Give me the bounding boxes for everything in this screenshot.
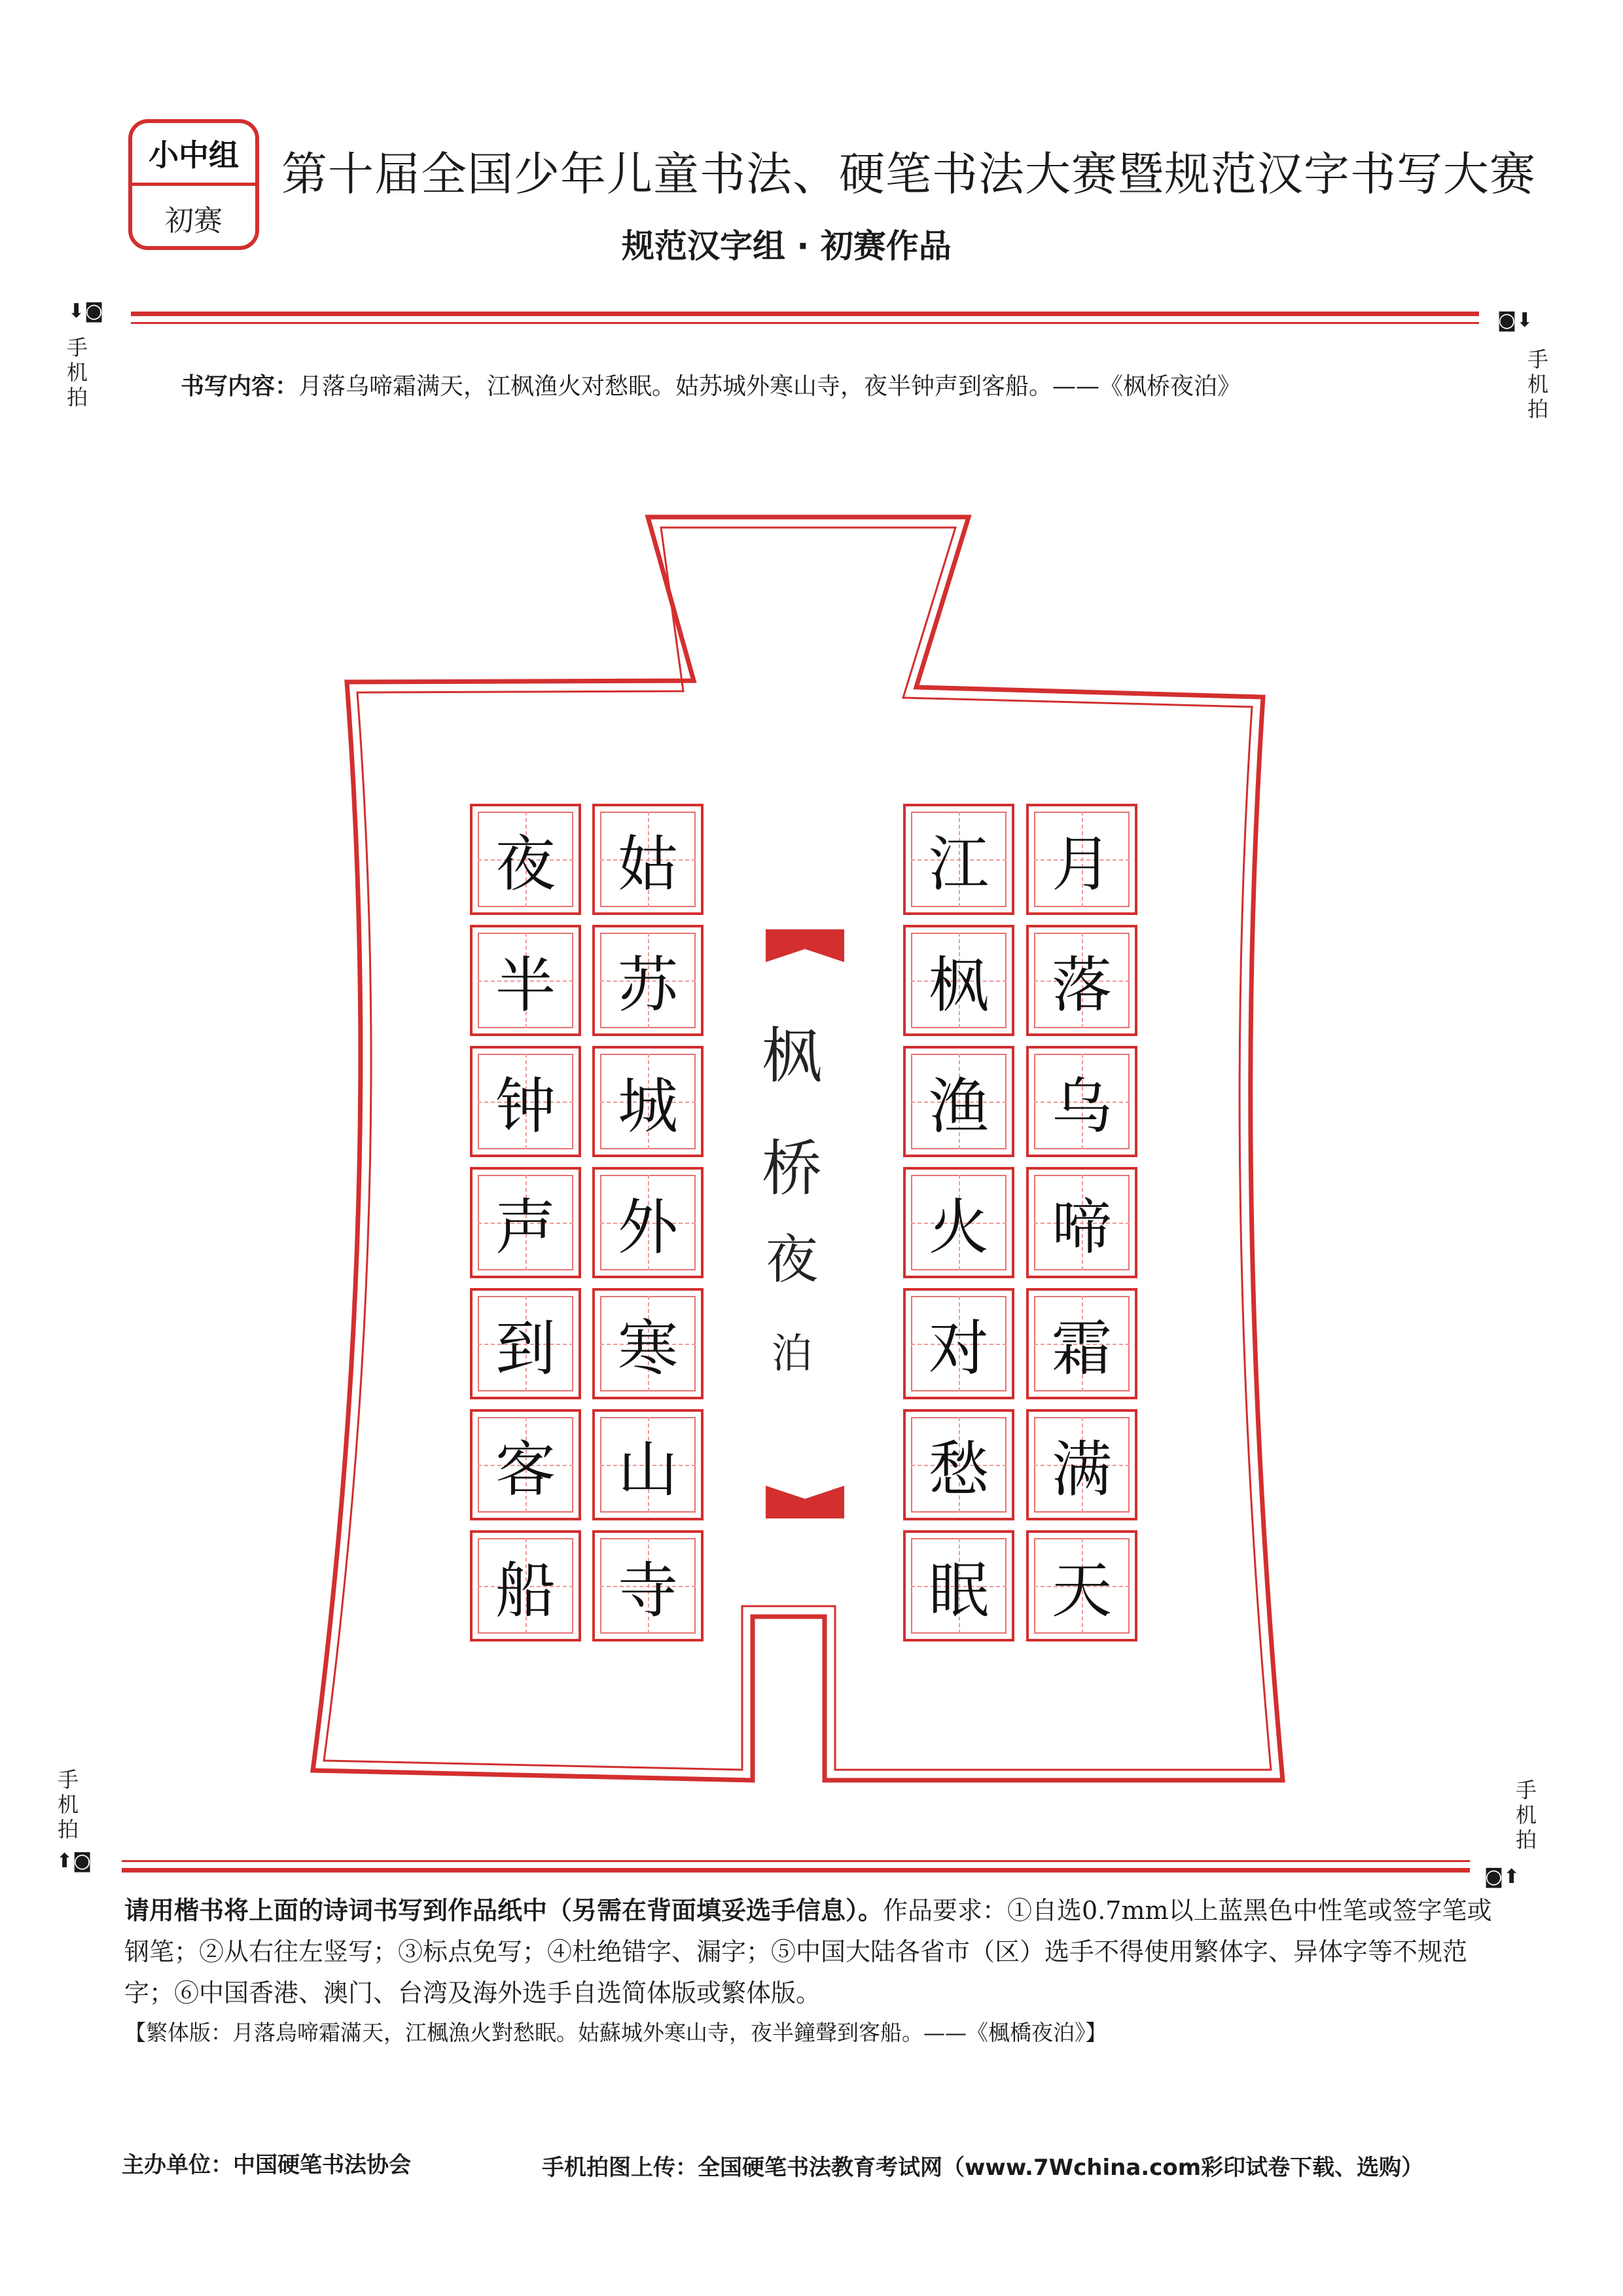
ribbon-top-icon [766, 929, 844, 962]
poem-char: 半 [495, 950, 556, 1020]
poem-char: 满 [1051, 1435, 1112, 1505]
upload-info: 手机拍图上传：全国硬笔书法教育考试网（www.7Wchina.com彩印试卷下载、选购） [542, 2155, 1424, 2181]
poem-cell [470, 1530, 581, 1641]
poem-title-char-4: 泊 [771, 1329, 812, 1377]
poem-char: 寒 [617, 1314, 678, 1384]
page-subtitle: 规范汉字组 · 初赛作品 [622, 227, 952, 265]
poem-char: 山 [617, 1435, 678, 1505]
poem-char: 霜 [1051, 1314, 1112, 1384]
poem-char: 枫 [928, 950, 989, 1020]
poem-char: 火 [928, 1193, 989, 1263]
poem-cell [592, 1288, 704, 1399]
poem-cell [470, 804, 581, 915]
poem-cell [592, 1167, 704, 1278]
poem-cell [592, 1530, 704, 1641]
poem-cell [1026, 1288, 1137, 1399]
poem-cell [592, 925, 704, 1036]
poem-cell [470, 1046, 581, 1157]
poem-cell [470, 1167, 581, 1278]
poem-cell [592, 1409, 704, 1520]
poem-char: 眠 [928, 1556, 989, 1626]
poem-char: 夜 [495, 829, 556, 899]
poem-cell [1026, 1530, 1137, 1641]
requirements [124, 1890, 1505, 2014]
writing-content-text: 月落乌啼霜满天，江枫渔火对愁眠。姑苏城外寒山寺，夜半钟声到客船。——《枫桥夜泊》 [298, 373, 1241, 400]
poem-cell [903, 1288, 1014, 1399]
camera-label-bottom-right: 手 机 拍 [1515, 1778, 1537, 1852]
poem-char: 外 [617, 1193, 678, 1263]
poem-cell [592, 1046, 704, 1157]
poem-char: 江 [928, 829, 989, 899]
organizer: 主办单位：中国硬笔书法协会 [122, 2152, 411, 2178]
poem-char: 月 [1051, 829, 1112, 899]
ribbon-bottom-icon [766, 1486, 844, 1518]
poem-char: 姑 [617, 829, 678, 899]
poem-cell [903, 925, 1014, 1036]
writing-content-label: 书写内容： [181, 373, 299, 400]
poem-cell [1026, 925, 1137, 1036]
poem-cell [470, 1409, 581, 1520]
poem-cell [903, 804, 1014, 915]
camera-mark-bottom-right: ◙⬆ [1484, 1865, 1520, 1888]
poem-cell [903, 1409, 1014, 1520]
poem-cell [470, 925, 581, 1036]
poem-char: 啼 [1051, 1193, 1112, 1263]
poem-cell [1026, 804, 1137, 915]
poem-char: 落 [1051, 950, 1112, 1020]
poem-char: 到 [495, 1314, 556, 1384]
poem-char: 钟 [495, 1071, 556, 1141]
poem-cell [903, 1530, 1014, 1641]
poem-char: 乌 [1051, 1071, 1112, 1141]
poem-char: 寺 [617, 1556, 678, 1626]
poem-cell [1026, 1046, 1137, 1157]
poem-char: 苏 [617, 950, 678, 1020]
poem-char: 声 [495, 1193, 556, 1263]
poem-char: 渔 [928, 1071, 989, 1141]
requirements-body: 作品要求：①自选0.7mm以上蓝黑色中性笔或签字笔或钢笔；②从右往左竖写；③标点免写；④杜绝错字、漏字；⑤中国大陆各省市（区）选手不得使用繁体字、异体字等不规范字；⑥中国香港、澳门、台湾及海外选手自选简体版或繁体版。 [124, 1896, 1492, 2007]
traditional-version: 【繁体版：月落烏啼霜滿天，江楓漁火對愁眠。姑蘇城外寒山寺，夜半鐘聲到客船。——《楓橋夜泊》】 [124, 2020, 1107, 2045]
camera-label-top-right: 手 机 拍 [1527, 347, 1548, 422]
poem-cell [903, 1167, 1014, 1278]
camera-label-bottom-left: 手 机 拍 [57, 1767, 79, 1842]
poem-title-char-1: 枫 [761, 1021, 822, 1091]
poem-cell [1026, 1409, 1137, 1520]
bottom-divider-thin [122, 1860, 1470, 1862]
poem-char: 愁 [928, 1435, 989, 1505]
camera-mark-top-right: ◙⬇ [1497, 309, 1533, 332]
poem-char: 城 [617, 1071, 678, 1141]
poem-cell [1026, 1167, 1137, 1278]
poem-char: 客 [495, 1435, 556, 1505]
group-name: 小中组 [132, 123, 255, 186]
camera-mark-top-left: ⬇◙ [68, 300, 104, 323]
poem-title-char-2: 桥 [761, 1134, 822, 1204]
stage-label: 初赛 [165, 204, 223, 238]
camera-label-top-left: 手 机 拍 [66, 335, 88, 410]
page-title: 第十届全国少年儿童书法、硬笔书法大赛暨规范汉字书写大赛 [281, 147, 1536, 201]
requirements-lead: 请用楷书将上面的诗词书写到作品纸中（另需在背面填妥选手信息）。 [124, 1896, 883, 1925]
poem-char: 对 [928, 1314, 989, 1384]
camera-mark-bottom-left: ⬆◙ [56, 1850, 92, 1873]
poem-cell [592, 804, 704, 915]
poem-char: 天 [1051, 1556, 1112, 1626]
poem-cell [903, 1046, 1014, 1157]
poem-cell [470, 1288, 581, 1399]
poem-char: 船 [495, 1556, 556, 1626]
bottom-divider [122, 1868, 1470, 1873]
poem-title-char-3: 夜 [766, 1229, 818, 1290]
